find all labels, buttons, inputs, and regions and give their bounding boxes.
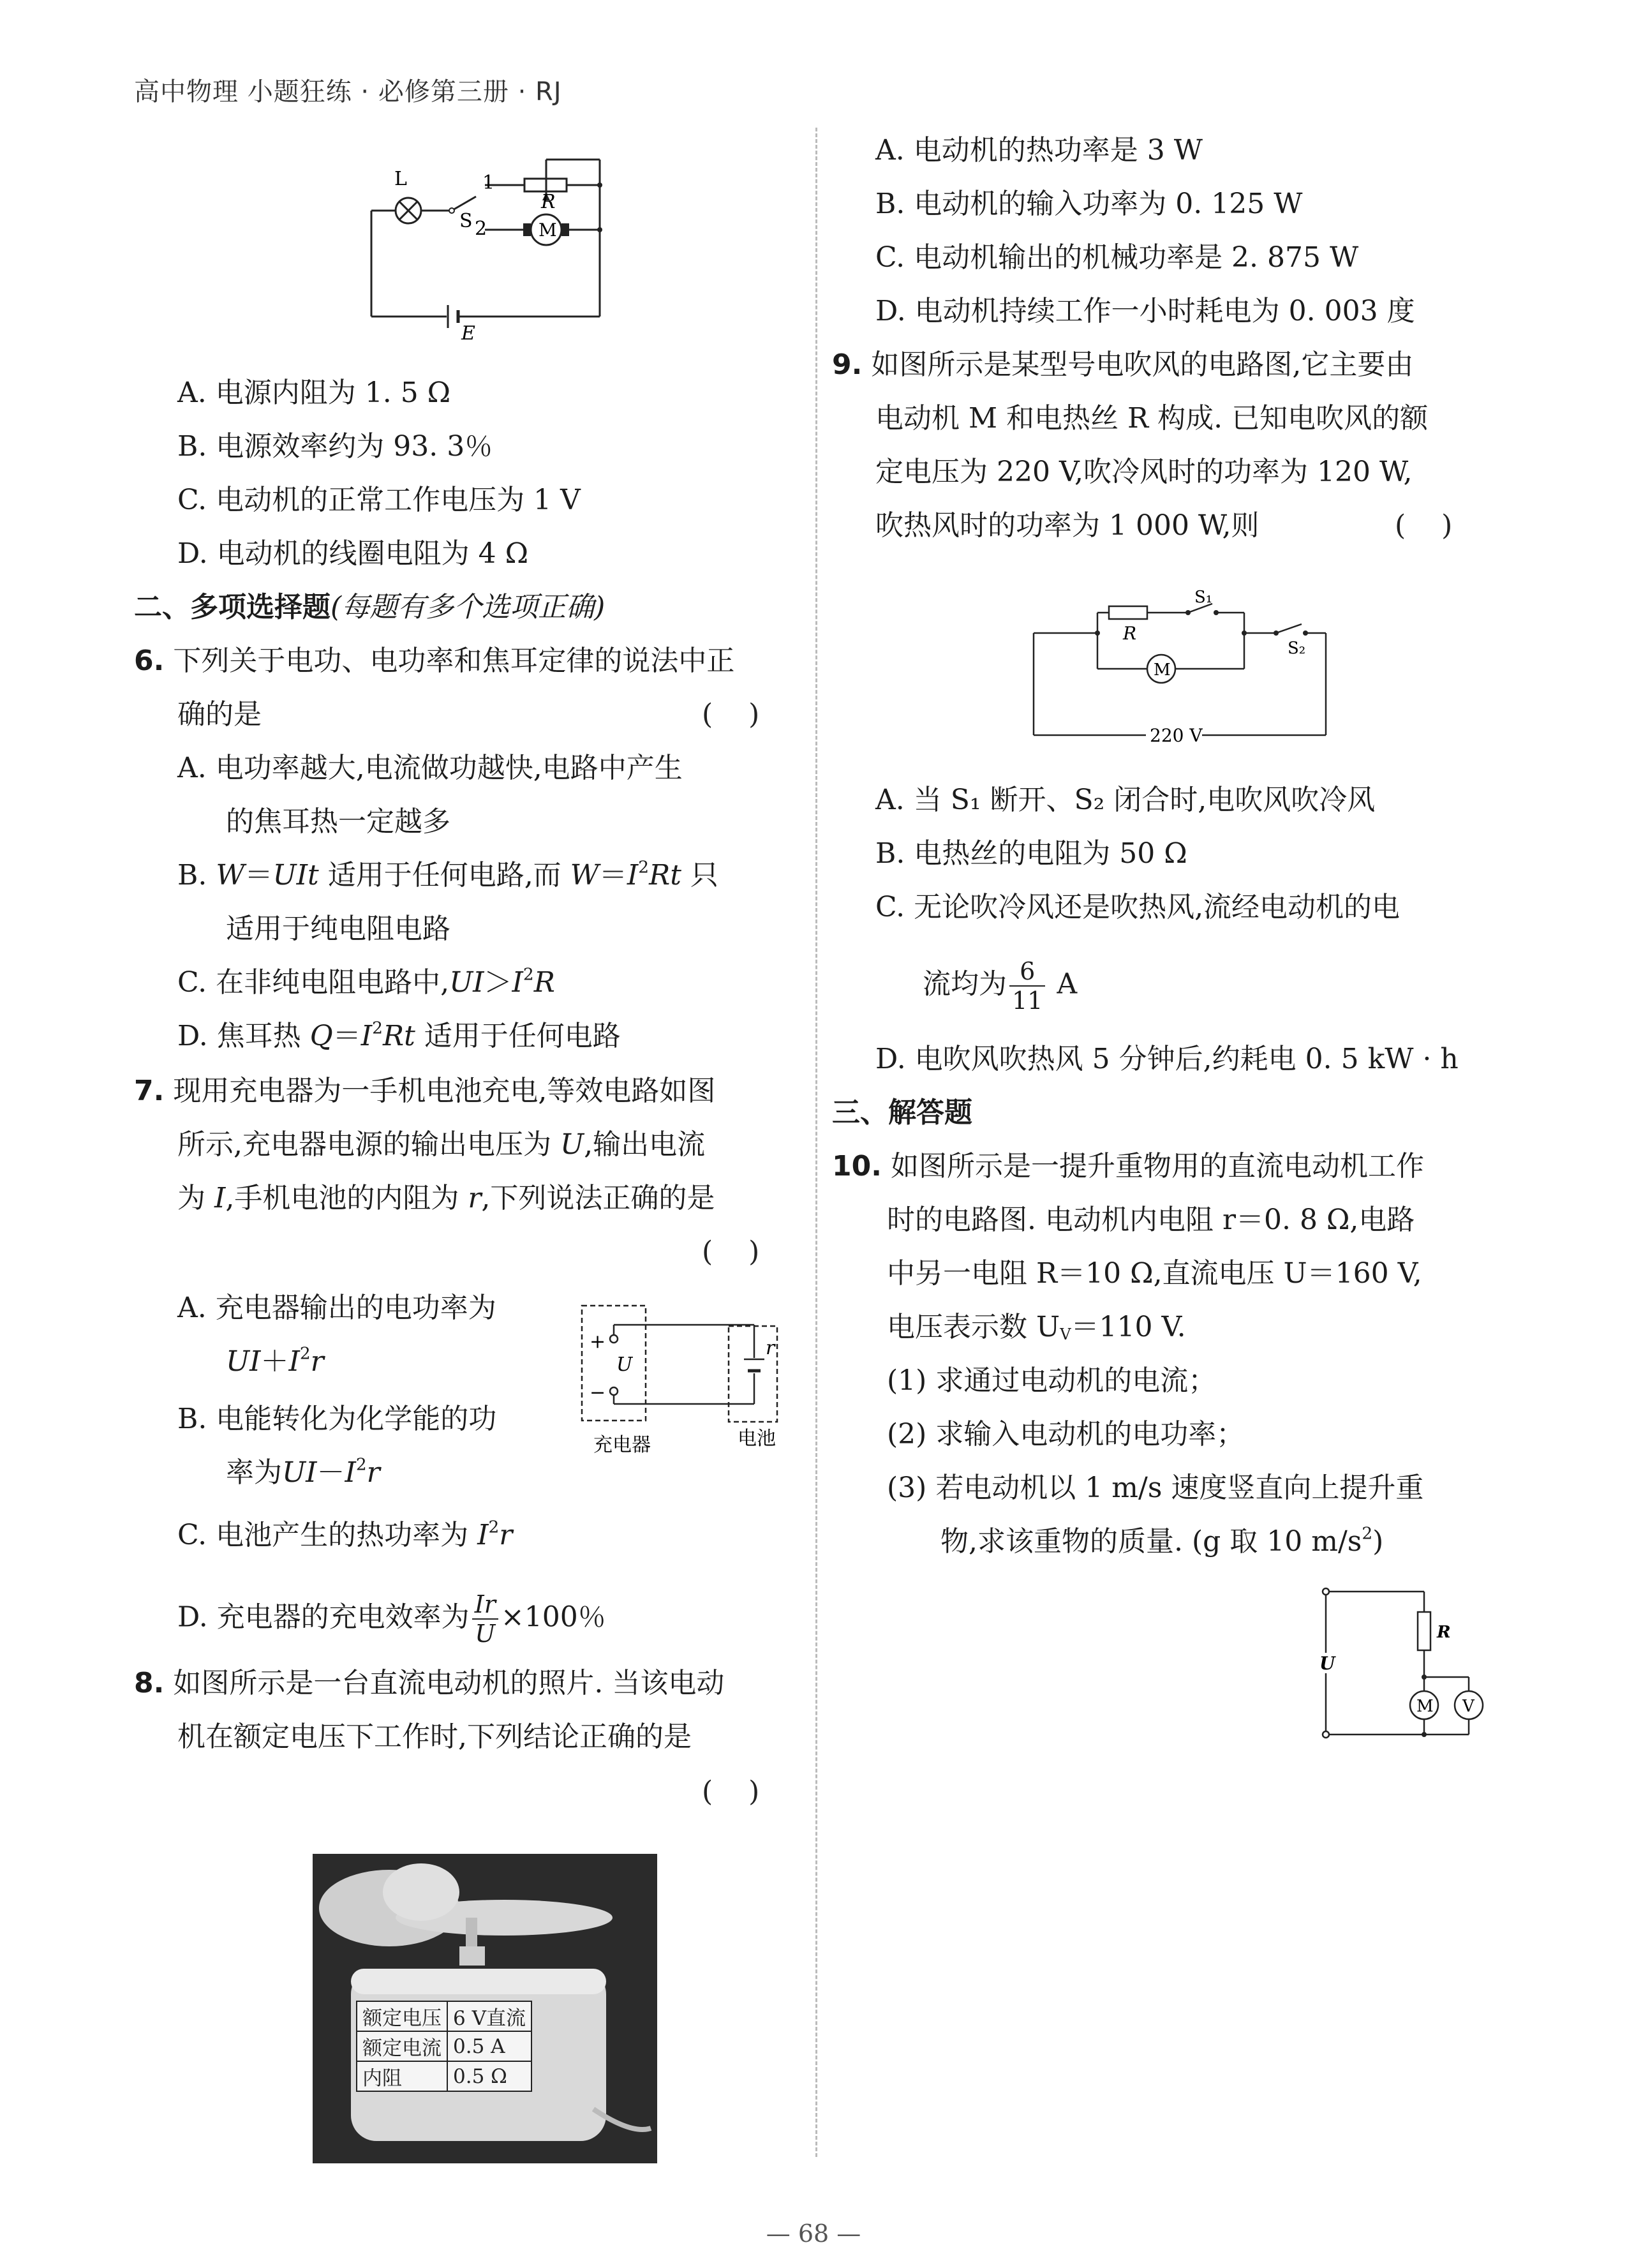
svg-text:M: M xyxy=(539,220,557,241)
q9-option-c-cont: 流均为 $\frac{6}{11}$ A xyxy=(923,957,1078,1015)
svg-text:电池: 电池 xyxy=(738,1428,776,1450)
spec-row xyxy=(357,2031,531,2061)
q10-part-3-cont: 物,求该重物的质量. (g 取 10 $m/s^2$) xyxy=(940,1523,1384,1558)
q6-stem-line1: 6. 下列关于电功、电功率和焦耳定律的说法中正 xyxy=(134,645,735,677)
column-divider xyxy=(815,128,817,2157)
q8-stem-line2: 机在额定电压下工作时,下列结论正确的是 xyxy=(177,1720,692,1753)
q6-option-a-cont: 的焦耳热一定越多 xyxy=(226,805,450,838)
q8-option-c: C. 电动机输出的机械功率是 2. 875 W xyxy=(875,241,1359,274)
q9-circuit-diagram xyxy=(1021,574,1340,766)
q9-option-b: B. 电热丝的电阻为 50 Ω xyxy=(875,837,1187,870)
q10-part-2: (2) 求输入电动机的电功率； xyxy=(887,1418,1245,1451)
svg-text:R: R xyxy=(541,191,556,213)
q9-stem-line1: 9. 如图所示是某型号电吹风的电路图,它主要由 xyxy=(832,348,1414,381)
svg-text:S₂: S₂ xyxy=(1288,639,1306,658)
q10-stem-line1: 10. 如图所示是一提升重物用的直流电动机工作 xyxy=(832,1150,1424,1182)
svg-text:M: M xyxy=(1154,660,1171,680)
svg-text:L: L xyxy=(394,168,407,190)
q8-option-b: B. 电动机的输入功率为 0. 125 W xyxy=(875,188,1303,220)
spec-label: 额定电流 xyxy=(357,2031,447,2061)
q9-stem-line3: 定电压为 220 V,吹冷风时的功率为 120 W, xyxy=(875,456,1413,488)
spec-label: 额定电压 xyxy=(357,2001,447,2031)
svg-text:V: V xyxy=(1462,1697,1475,1716)
svg-text:−: − xyxy=(590,1382,606,1404)
svg-text:R: R xyxy=(1123,623,1137,644)
q10-part-3: (3) 若电动机以 1 m/s 速度竖直向上提升重 xyxy=(887,1472,1424,1504)
q8-stem-line1: 8. 如图所示是一台直流电动机的照片. 当该电动 xyxy=(134,1667,725,1699)
q10-stem-line4: 电压表示数 $U_V=110$ V. xyxy=(887,1311,1186,1343)
q7-stem-line1: 7. 现用充电器为一手机电池充电,等效电路如图 xyxy=(134,1075,716,1107)
motor-photo xyxy=(313,1854,657,2163)
spec-row xyxy=(357,2061,531,2091)
q9-option-d: D. 电吹风吹热风 5 分钟后,约耗电 0. 5 kW · h xyxy=(875,1043,1459,1075)
q6-answer-blank: ( ) xyxy=(702,698,760,731)
svg-text:2: 2 xyxy=(475,218,487,240)
page-header: 高中物理 小题狂练 · 必修第三册 · RJ xyxy=(134,77,562,107)
svg-text:E: E xyxy=(461,322,475,345)
q10-circuit-diagram xyxy=(1308,1583,1499,1755)
q8-answer-blank: ( ) xyxy=(702,1775,760,1808)
q5-option-b: B. 电源效率约为 93. 3％ xyxy=(177,430,493,463)
spec-row xyxy=(357,2001,531,2031)
q9-stem-line4: 吹热风时的功率为 1 000 W,则 xyxy=(875,509,1259,542)
q7-option-b: B. 电能转化为化学能的功 xyxy=(177,1403,497,1435)
q10-part-1: (1) 求通过电动机的电流； xyxy=(887,1364,1217,1397)
q6-option-d: D. 焦耳热 $Q=I^2Rt$ 适用于任何电路 xyxy=(177,1018,621,1052)
q6-stem-line2: 确的是 xyxy=(177,698,262,731)
q6-option-b: B. W＝UIt 适用于任何电路,而 $W=I^2Rt$ 只 xyxy=(177,857,718,892)
q6-option-c: C. 在非纯电阻电路中$,UI>I^2R$ xyxy=(177,964,555,999)
svg-text:S₁: S₁ xyxy=(1194,588,1213,607)
page-number: — 68 — xyxy=(766,2220,861,2248)
q10-stem-line2: 时的电路图. 电动机内电阻 r＝0. 8 Ω,电路 xyxy=(887,1204,1415,1236)
svg-text:S: S xyxy=(459,210,473,232)
section-3-title: 三、解答题 xyxy=(832,1096,972,1129)
q9-option-a: A. 当 S₁ 断开、S₂ 闭合时,电吹风吹冷风 xyxy=(875,784,1376,816)
q7-option-b-cont: 率为$UI-I^2r$ xyxy=(226,1454,380,1489)
q6-option-b-cont: 适用于纯电阻电路 xyxy=(226,913,450,945)
q7-stem-line3: 为 I,手机电池的内阻为 r,下列说法正确的是 xyxy=(177,1182,715,1214)
spec-label: 内阻 xyxy=(357,2061,447,2091)
spec-value: 6 V直流 xyxy=(447,2001,531,2031)
q7-stem-line2: 所示,充电器电源的输出电压为 U,输出电流 xyxy=(177,1128,706,1161)
q7-circuit-diagram xyxy=(574,1295,804,1461)
svg-text:U: U xyxy=(1319,1653,1335,1674)
svg-text:充电器: 充电器 xyxy=(593,1434,651,1456)
section-2-title: 二、多项选择题(每题有多个选项正确) xyxy=(134,591,605,623)
q8-option-a: A. 电动机的热功率是 3 W xyxy=(875,134,1203,167)
q9-option-c: C. 无论吹冷风还是吹热风,流经电动机的电 xyxy=(875,891,1400,923)
spec-value: 0.5 A xyxy=(447,2031,531,2061)
svg-text:U: U xyxy=(616,1354,633,1376)
q7-option-a: A. 充电器输出的电功率为 xyxy=(177,1292,496,1324)
q7-option-a-cont: $UI+I^2r$ xyxy=(226,1343,324,1378)
svg-text:M: M xyxy=(1416,1697,1434,1716)
svg-text:r: r xyxy=(766,1337,775,1359)
q7-option-c: C. 电池产生的热功率为 $I^2r$ xyxy=(177,1517,513,1551)
q7-option-d: D. 充电器的充电效率为 $\frac{Ir}{U}$ ×100％ xyxy=(177,1590,606,1648)
q7-answer-blank: ( ) xyxy=(702,1235,760,1268)
q5-option-d: D. 电动机的线圈电阻为 4 Ω xyxy=(177,537,529,570)
svg-text:220 V: 220 V xyxy=(1150,725,1203,746)
q5-option-a: A. 电源内阻为 1. 5 Ω xyxy=(177,377,451,409)
motor-spec-table xyxy=(356,2001,532,2092)
q9-stem-line2: 电动机 M 和电热丝 R 构成. 已知电吹风的额 xyxy=(875,402,1429,435)
svg-text:R: R xyxy=(1437,1623,1451,1642)
q6-option-a: A. 电功率越大,电流做功越快,电路中产生 xyxy=(177,752,683,784)
q8-option-d: D. 电动机持续工作一小时耗电为 0. 003 度 xyxy=(875,295,1415,327)
spec-value: 0.5 Ω xyxy=(447,2061,531,2091)
svg-text:+: + xyxy=(590,1331,606,1353)
q10-stem-line3: 中另一电阻 R＝10 Ω,直流电压 U＝160 V, xyxy=(887,1257,1422,1290)
q9-answer-blank: ( ) xyxy=(1395,509,1453,542)
q5-circuit-diagram xyxy=(357,134,613,345)
q5-option-c: C. 电动机的正常工作电压为 1 V xyxy=(177,484,581,516)
svg-text:1: 1 xyxy=(482,172,495,194)
